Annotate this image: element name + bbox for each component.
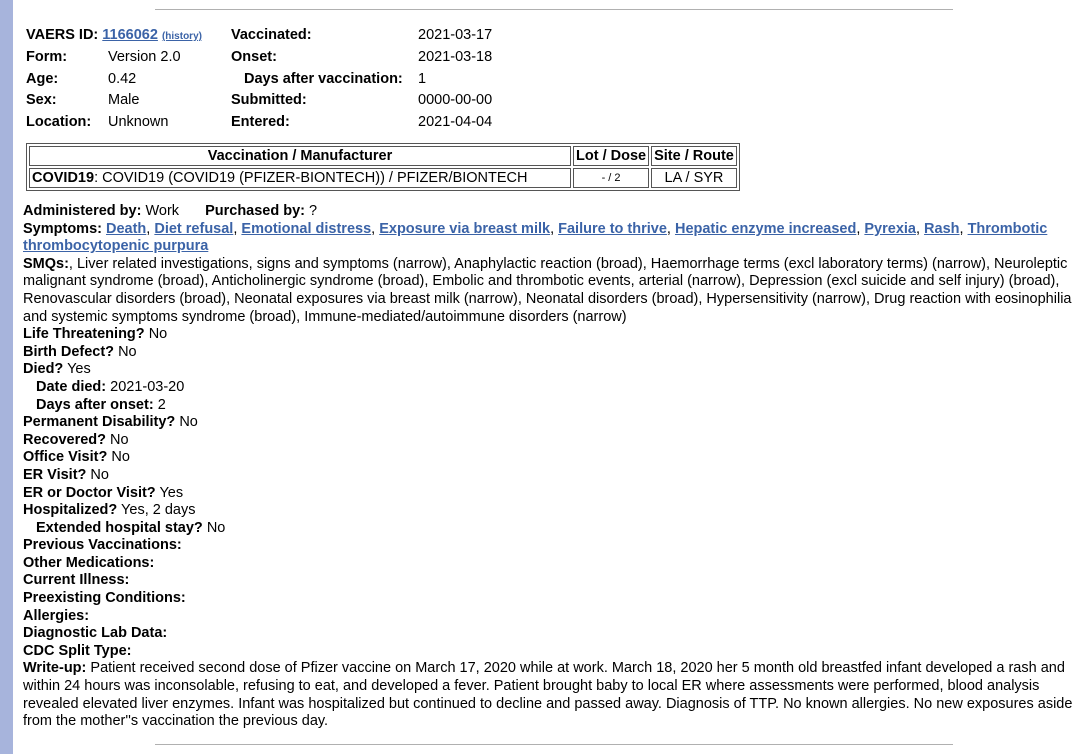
col-lot-dose: Lot / Dose: [573, 146, 649, 166]
hospitalized-row: [23, 502, 1075, 520]
symptom-link[interactable]: Exposure via breast milk: [379, 220, 551, 237]
vaers-id-link[interactable]: 1166062: [102, 27, 158, 43]
permanent-disability-label: Permanent Disability?: [23, 414, 176, 431]
vaccine-type: COVID19: [32, 170, 95, 186]
died-value: Yes: [67, 361, 91, 378]
symptom-link[interactable]: Emotional distress: [241, 220, 372, 237]
location-value: Unknown: [108, 114, 169, 130]
symptom-link[interactable]: Diet refusal: [154, 220, 234, 237]
table-header-row: [29, 146, 737, 166]
date-died-label: Date died:: [36, 378, 107, 395]
allergies-label: Allergies:: [23, 607, 90, 624]
er-doctor-visit-value: Yes: [159, 484, 184, 501]
date-died-row: [23, 379, 1075, 397]
birth-defect-value: No: [118, 343, 137, 360]
vaccine-manufacturer: : COVID19 (COVID19 (PFIZER-BIONTECH)) / PFIZER/BIONTECH: [94, 170, 528, 186]
other-medications-row: [23, 555, 1075, 573]
col-site-route: Site / Route: [651, 146, 737, 166]
symptom-link[interactable]: Hepatic enzyme increased: [674, 220, 857, 237]
symptoms-label: Symptoms:: [23, 220, 102, 237]
administered-row: [23, 203, 1075, 221]
cdc-split-type-row: [23, 643, 1075, 661]
current-illness-row: [23, 572, 1075, 590]
diagnostic-lab-label: Diagnostic Lab Data:: [23, 625, 168, 642]
purchased-label: Purchased by:: [205, 203, 305, 219]
age-value: 0.42: [108, 71, 137, 87]
smqs-value: , Liver related investigations, signs and symptoms (narrow), Anaphylactic reaction (broad), Haemorrhage terms (excl laboratory terms) (narrow), Neuroleptic malignant syndrome (broad), Anticholinergic syndrome (broad), Embolic and thrombotic events, arterial (narrow), Depression (excl suicide and self injury) (broad), Renovascular disorders (broad), Neonatal exposures via breast milk (narrow), Neonatal disorders (broad), Hypersensitivity (narrow), Drug reaction with eosinophilia and systemic symptoms syndrome (broad), Immune-mediated/autoimmune disorders (narrow): [23, 255, 1072, 325]
sex-value: Male: [108, 92, 140, 108]
died-row: [23, 361, 1075, 379]
cdc-split-type-label: CDC Split Type:: [23, 642, 132, 659]
entered-value: 2021-04-04: [418, 114, 493, 130]
recovered-label: Recovered?: [23, 431, 107, 448]
diagnostic-lab-row: [23, 625, 1075, 643]
preexisting-conditions-label: Preexisting Conditions:: [23, 590, 186, 607]
table-row: [29, 168, 737, 188]
smqs-row: [23, 256, 1075, 326]
days-after-onset-row: [23, 397, 1075, 415]
birth-defect-row: [23, 344, 1075, 362]
history-link[interactable]: (history): [161, 31, 202, 42]
vaers-id-label: VAERS ID:: [26, 27, 99, 43]
symptom-link[interactable]: Rash: [924, 220, 960, 237]
vaccinated-value: 2021-03-17: [418, 27, 493, 43]
other-medications-label: Other Medications:: [23, 554, 155, 571]
extended-stay-value: No: [206, 519, 226, 536]
age-label: Age:: [26, 71, 59, 87]
extended-stay-label: Extended hospital stay?: [36, 519, 203, 536]
permanent-disability-value: No: [179, 414, 198, 431]
life-threatening-label: Life Threatening?: [23, 326, 145, 343]
er-visit-label: ER Visit?: [23, 466, 87, 483]
writeup-row: [23, 660, 1075, 730]
entered-label: Entered:: [231, 114, 290, 130]
symptoms-row: Symptoms: Death, Diet refusal, Emotional distress, Exposure via breast milk, Failure to thrive, Hepatic enzyme increased, Pyrexia, Rash, Thrombotic thrombocytopenic purpura: [23, 220, 1048, 255]
form-label: Form:: [26, 49, 68, 65]
submitted-value: 0000-00-00: [418, 92, 493, 108]
current-illness-label: Current Illness:: [23, 572, 130, 589]
life-threatening-value: No: [148, 326, 168, 343]
days-after-onset-value: 2: [157, 396, 166, 413]
allergies-row: [23, 608, 1075, 626]
date-died-value: 2021-03-20: [110, 378, 185, 395]
days-after-vaccination-label: Days after vaccination:: [244, 71, 403, 87]
left-accent-bar: [0, 0, 13, 754]
location-label: Location:: [26, 114, 92, 130]
col-vaccination-manufacturer: Vaccination / Manufacturer: [29, 146, 571, 166]
life-threatening-row: [23, 326, 1075, 344]
er-visit-row: [23, 467, 1075, 485]
administered-label: Administered by:: [23, 203, 142, 219]
extended-stay-row: [23, 520, 1075, 538]
days-after-onset-label: Days after onset:: [36, 396, 154, 413]
er-doctor-visit-label: ER or Doctor Visit?: [23, 484, 156, 501]
er-visit-value: No: [90, 466, 109, 483]
previous-vaccinations-label: Previous Vaccinations:: [23, 537, 182, 554]
office-visit-label: Office Visit?: [23, 449, 108, 466]
top-divider: [155, 9, 953, 10]
recovered-value: No: [110, 431, 129, 448]
er-doctor-visit-row: [23, 485, 1075, 503]
office-visit-value: No: [111, 449, 130, 466]
sex-label: Sex:: [26, 92, 57, 108]
writeup-value: Patient received second dose of Pfizer vaccine on March 17, 2020 while at work. March 18, 2020 her 5 month old breastfed infant developed a rash and within 24 hours was inconsolable, refusing to eat, and developed a fever. Patient brought baby to local ER where assessments were performed, blood analysis revealed elevated liver enzymes. Infant was hospitalized but continued to decline and passed away. Diagnosis of TTP. No known allergies. No new exposures aside from the mother''s vaccination the previous day.: [23, 660, 1073, 730]
days-after-vaccination-value: 1: [418, 71, 427, 87]
site-route-cell: LA / SYR: [651, 168, 737, 188]
hospitalized-label: Hospitalized?: [23, 502, 118, 519]
previous-vaccinations-row: [23, 537, 1075, 555]
submitted-label: Submitted:: [231, 92, 307, 108]
onset-value: 2021-03-18: [418, 49, 493, 65]
form-value: Version 2.0: [108, 49, 181, 65]
hospitalized-value: Yes, 2 days: [121, 502, 196, 519]
smqs-label: SMQs:: [23, 255, 69, 272]
lot-dose-cell: - / 2: [573, 168, 649, 188]
form-row: [26, 47, 67, 67]
vaccinated-label: Vaccinated:: [231, 27, 312, 43]
birth-defect-label: Birth Defect?: [23, 343, 115, 360]
permanent-disability-row: [23, 414, 1075, 432]
symptom-link[interactable]: Failure to thrive: [558, 220, 667, 237]
symptom-link[interactable]: Death: [106, 220, 147, 237]
recovered-row: [23, 432, 1075, 450]
died-label: Died?: [23, 361, 64, 378]
administered-value: Work: [145, 203, 180, 219]
symptom-link[interactable]: Pyrexia: [864, 220, 916, 237]
symptom-link[interactable]: Thrombotic thrombocytopenic purpura: [23, 220, 1048, 255]
bottom-divider: [155, 744, 953, 745]
vaers-id-row: [26, 25, 202, 45]
vaccination-cell: [29, 168, 571, 188]
purchased-value: ?: [309, 203, 318, 219]
office-visit-row: [23, 449, 1075, 467]
onset-label: Onset:: [231, 49, 277, 65]
report-details: [23, 203, 1075, 731]
preexisting-conditions-row: [23, 590, 1075, 608]
writeup-label: Write-up:: [23, 660, 87, 677]
vaccination-table: [26, 143, 740, 191]
